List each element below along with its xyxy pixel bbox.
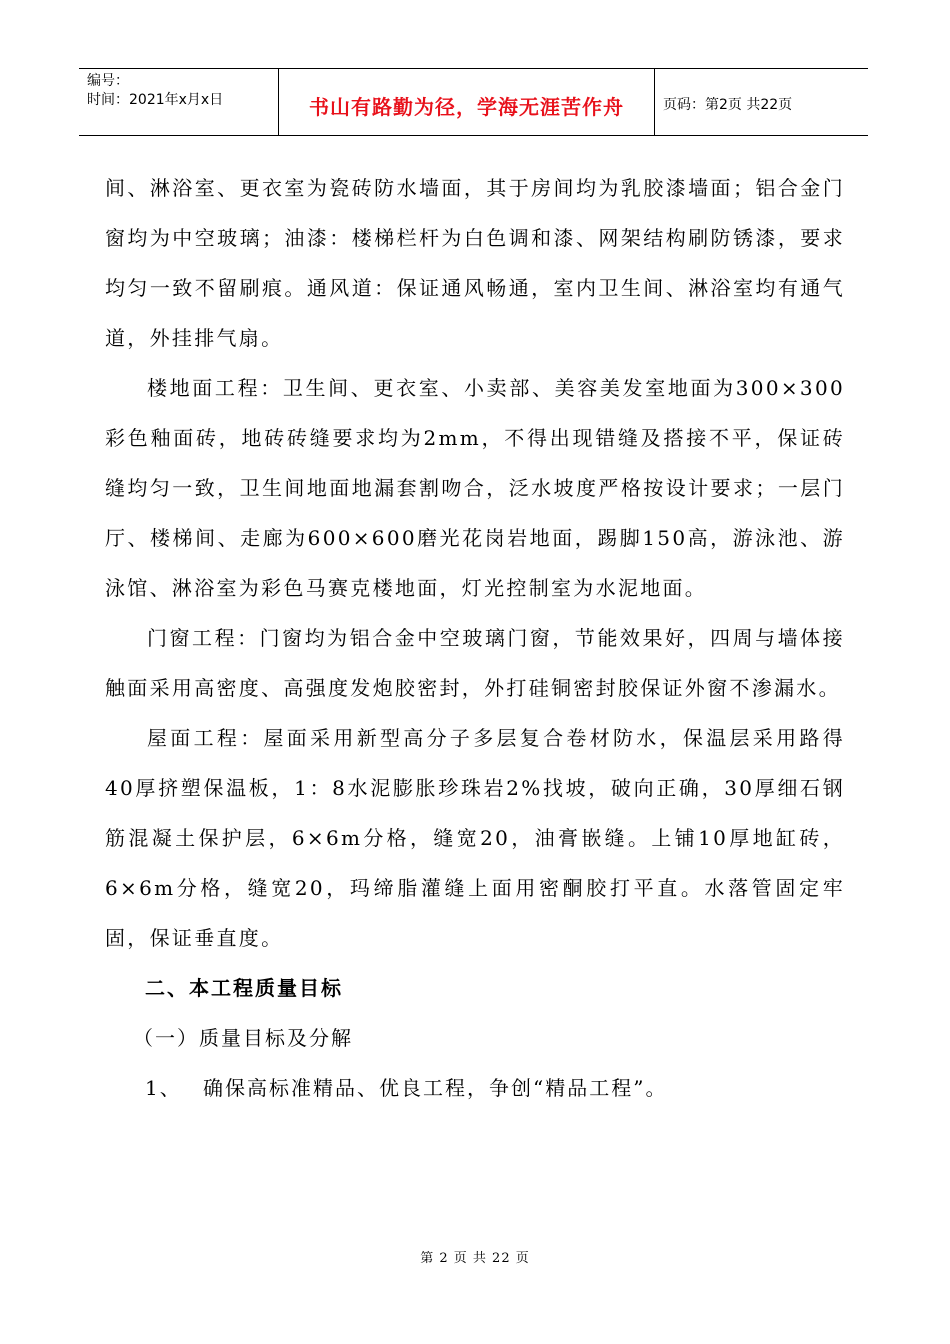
header-page-info: 页码：第2页 共22页 xyxy=(663,97,793,113)
paragraph-door-window-works: 门窗工程：门窗均为铝合金中空玻璃门窗，节能效果好，四周与墙体接触面采用高密度、高强度发炮胶密封，外打硅铜密封胶保证外窗不渗漏水。 xyxy=(105,626,845,700)
section-heading: 二、本工程质量目标 xyxy=(145,976,343,1000)
paragraph-floor-works: 楼地面工程：卫生间、更衣室、小卖部、美容美发室地面为300×300彩色釉面砖，地砖砖缝要求均为2mm，不得出现错缝及搭接不平，保证砖缝均匀一致，卫生间地面地漏套割吻合，泛水坡度严格按设计要求；一层门厅、楼梯间、走廊为600×600磨光花岗岩地面，踢脚150高，游泳池、游泳馆、淋浴室为彩色马赛克楼地面，灯光控制室为水泥地面。 xyxy=(105,376,845,600)
doc-number-label: 编号： xyxy=(87,73,129,89)
document-body xyxy=(105,163,845,1113)
paragraph-continuation: 间、淋浴室、更衣室为瓷砖防水墙面，其于房间均为乳胶漆墙面；铝合金门窗均为中空玻璃；油漆：楼梯栏杆为白色调和漆、网架结构刷防锈漆，要求均匀一致不留刷痕。通风道：保证通风畅通，室内卫生间、淋浴室均有通气道，外挂排气扇。 xyxy=(105,176,845,350)
paragraph-roof-works: 屋面工程：屋面采用新型高分子多层复合卷材防水，保温层采用路得40厚挤塑保温板，1：8水泥膨胀珍珠岩2%找坡，破向正确，30厚细石钢筋混凝土保护层，6×6m分格，缝宽20，油膏嵌缝。上铺10厚地缸砖，6×6m分格，缝宽20，玛缔脂灌缝上面用密酮胶打平直。水落管固定牢固，保证垂直度。 xyxy=(105,726,845,950)
subsection-heading: （一）质量目标及分解 xyxy=(133,1026,353,1050)
page-footer: 第 2 页 共 22 页 xyxy=(420,1251,530,1266)
header-meta-cell xyxy=(79,69,279,135)
time-label: 时间：2021年x月x日 xyxy=(87,92,224,108)
list-item xyxy=(105,1063,845,1113)
list-item-text: 确保高标准精品、优良工程，争创“精品工程”。 xyxy=(203,1076,668,1100)
header-motto: 书山有路勤为径，学海无涯苦作舟 xyxy=(279,69,655,135)
page-header xyxy=(79,68,868,136)
list-item-number: 1、 xyxy=(145,1076,182,1100)
